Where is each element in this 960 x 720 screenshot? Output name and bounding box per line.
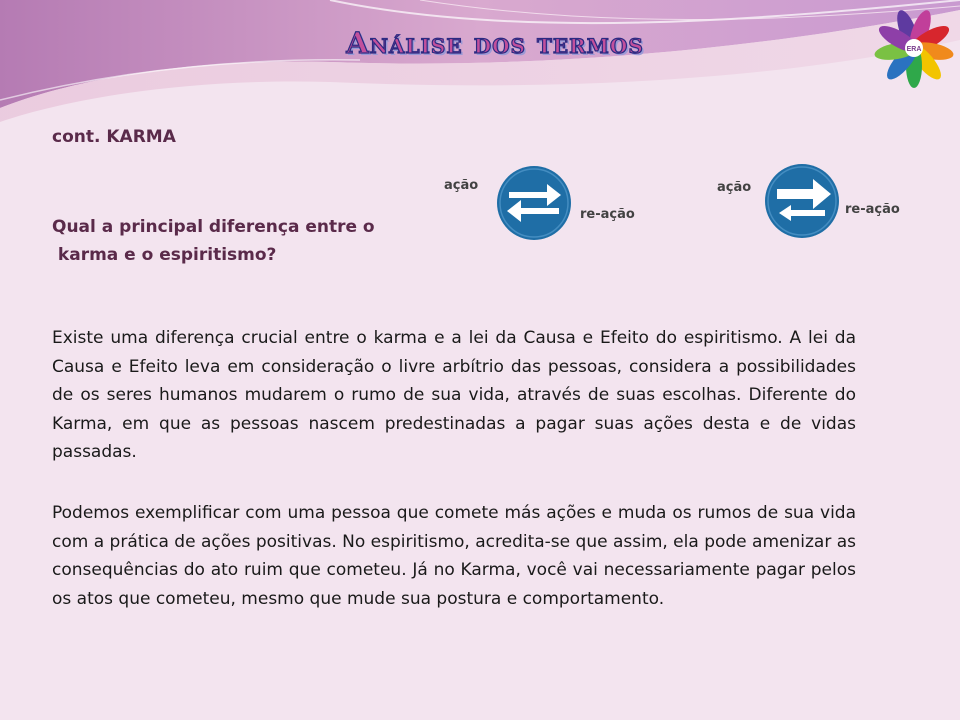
reaction-label: re-ação [845, 202, 900, 217]
reaction-label: re-ação [580, 207, 635, 222]
action-label: ação [444, 178, 479, 193]
two-way-arrows-icon [495, 164, 573, 242]
header-wave-background [0, 0, 960, 130]
question-heading [52, 213, 412, 269]
action-label: ação [717, 180, 752, 195]
paragraph-1: Existe uma diferença crucial entre o karma e a lei da Causa e Efeito do espiritismo. A lei da Causa e Efeito leva em consideração o livre arbítrio das pessoas, considera a possibilidades de os seres humanos mudarem o rumo de sua vida, através de suas escolhas. Diferente do Karma, em que as pessoas nascem predestinadas a pagar suas ações desta e de vidas passadas. [52, 328, 856, 462]
flower-logo-icon [872, 4, 956, 88]
two-way-arrows-icon [763, 162, 841, 240]
slide-title: Análise dos termos [346, 26, 644, 60]
action-reaction-diagram-2 [715, 158, 925, 243]
action-reaction-diagram-1 [440, 160, 650, 245]
question-line-1: Qual a principal diferença entre o [52, 217, 375, 237]
section-subtitle: cont. KARMA [52, 127, 176, 147]
paragraph-2: Podemos exemplificar com uma pessoa que comete más ações e muda os rumos de sua vida com a prática de ações positivas. No espiritismo, acredita-se que assim, ela pode amenizar as consequências do ato ruim que cometeu. Já no Karma, você vai necessariamente pagar pelos os atos que cometeu, mesmo que mude sua postura e comportamento. [52, 503, 856, 609]
question-line-2: karma e o espiritismo? [52, 245, 277, 265]
logo-text: ERA [906, 46, 922, 53]
